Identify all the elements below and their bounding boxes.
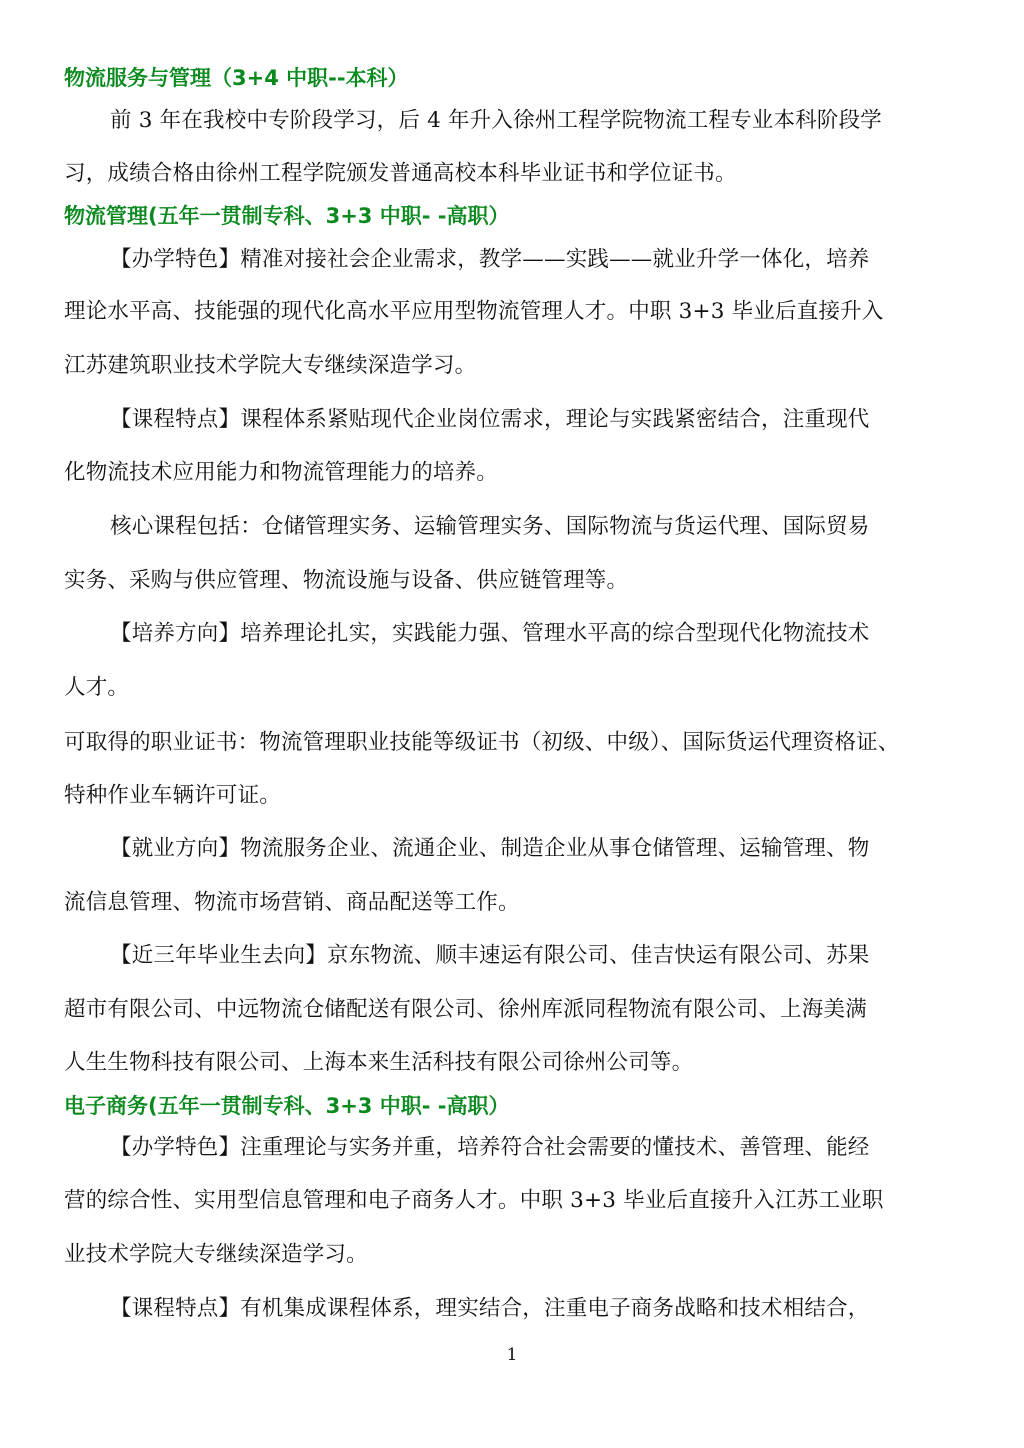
paragraph-line: 人才。	[64, 675, 130, 700]
paragraph-line: 超市有限公司、中远物流仓储配送有限公司、徐州库派同程物流有限公司、上海美满	[64, 997, 867, 1022]
paragraph-line: 【办学特色】精准对接社会企业需求，教学——实践——就业升学一体化，培养	[110, 247, 870, 272]
section-heading-logistics-service: 物流服务与管理（3+4 中职--本科）	[64, 66, 409, 90]
paragraph-line: 【培养方向】培养理论扎实，实践能力强、管理水平高的综合型现代化物流技术	[110, 621, 870, 646]
paragraph-line: 江苏建筑职业技术学院大专继续深造学习。	[64, 353, 477, 378]
paragraph-line: 特种作业车辆许可证。	[64, 783, 282, 808]
section-heading-ecommerce: 电子商务(五年一贯制专科、3+3 中职- -高职）	[64, 1094, 510, 1118]
paragraph-line: 化物流技术应用能力和物流管理能力的培养。	[64, 460, 499, 485]
paragraph-line: 流信息管理、物流市场营销、商品配送等工作。	[64, 890, 520, 915]
page-number: 1	[506, 1345, 518, 1365]
paragraph-line: 理论水平高、技能强的现代化高水平应用型物流管理人才。中职 3+3 毕业后直接升入	[64, 299, 884, 324]
paragraph-line: 营的综合性、实用型信息管理和电子商务人才。中职 3+3 毕业后直接升入江苏工业职	[64, 1188, 884, 1213]
section-heading-logistics-management: 物流管理(五年一贯制专科、3+3 中职- -高职）	[64, 204, 510, 228]
paragraph-line: 业技术学院大专继续深造学习。	[64, 1242, 368, 1267]
paragraph-line: 前 3 年在我校中专阶段学习，后 4 年升入徐州工程学院物流工程专业本科阶段学	[110, 108, 882, 133]
paragraph-line: 人生生物科技有限公司、上海本来生活科技有限公司徐州公司等。	[64, 1050, 694, 1075]
paragraph-line: 【就业方向】物流服务企业、流通企业、制造企业从事仓储管理、运输管理、物	[110, 836, 870, 861]
paragraph-line: 【办学特色】注重理论与实务并重，培养符合社会需要的懂技术、善管理、能经	[110, 1135, 870, 1160]
paragraph-line: 习，成绩合格由徐州工程学院颁发普通高校本科毕业证书和学位证书。	[64, 161, 737, 186]
paragraph-line: 【课程特点】有机集成课程体系，理实结合，注重电子商务战略和技术相结合，	[110, 1296, 870, 1321]
paragraph-line: 实务、采购与供应管理、物流设施与设备、供应链管理等。	[64, 568, 629, 593]
paragraph-line: 核心课程包括：仓储管理实务、运输管理实务、国际物流与货运代理、国际贸易	[110, 514, 870, 539]
paragraph-line: 可取得的职业证书：物流管理职业技能等级证书（初级、中级）、国际货运代理资格证、	[64, 730, 900, 755]
paragraph-line: 【近三年毕业生去向】京东物流、顺丰速运有限公司、佳吉快运有限公司、苏果	[110, 943, 870, 968]
paragraph-line: 【课程特点】课程体系紧贴现代企业岗位需求，理论与实践紧密结合，注重现代	[110, 407, 870, 432]
